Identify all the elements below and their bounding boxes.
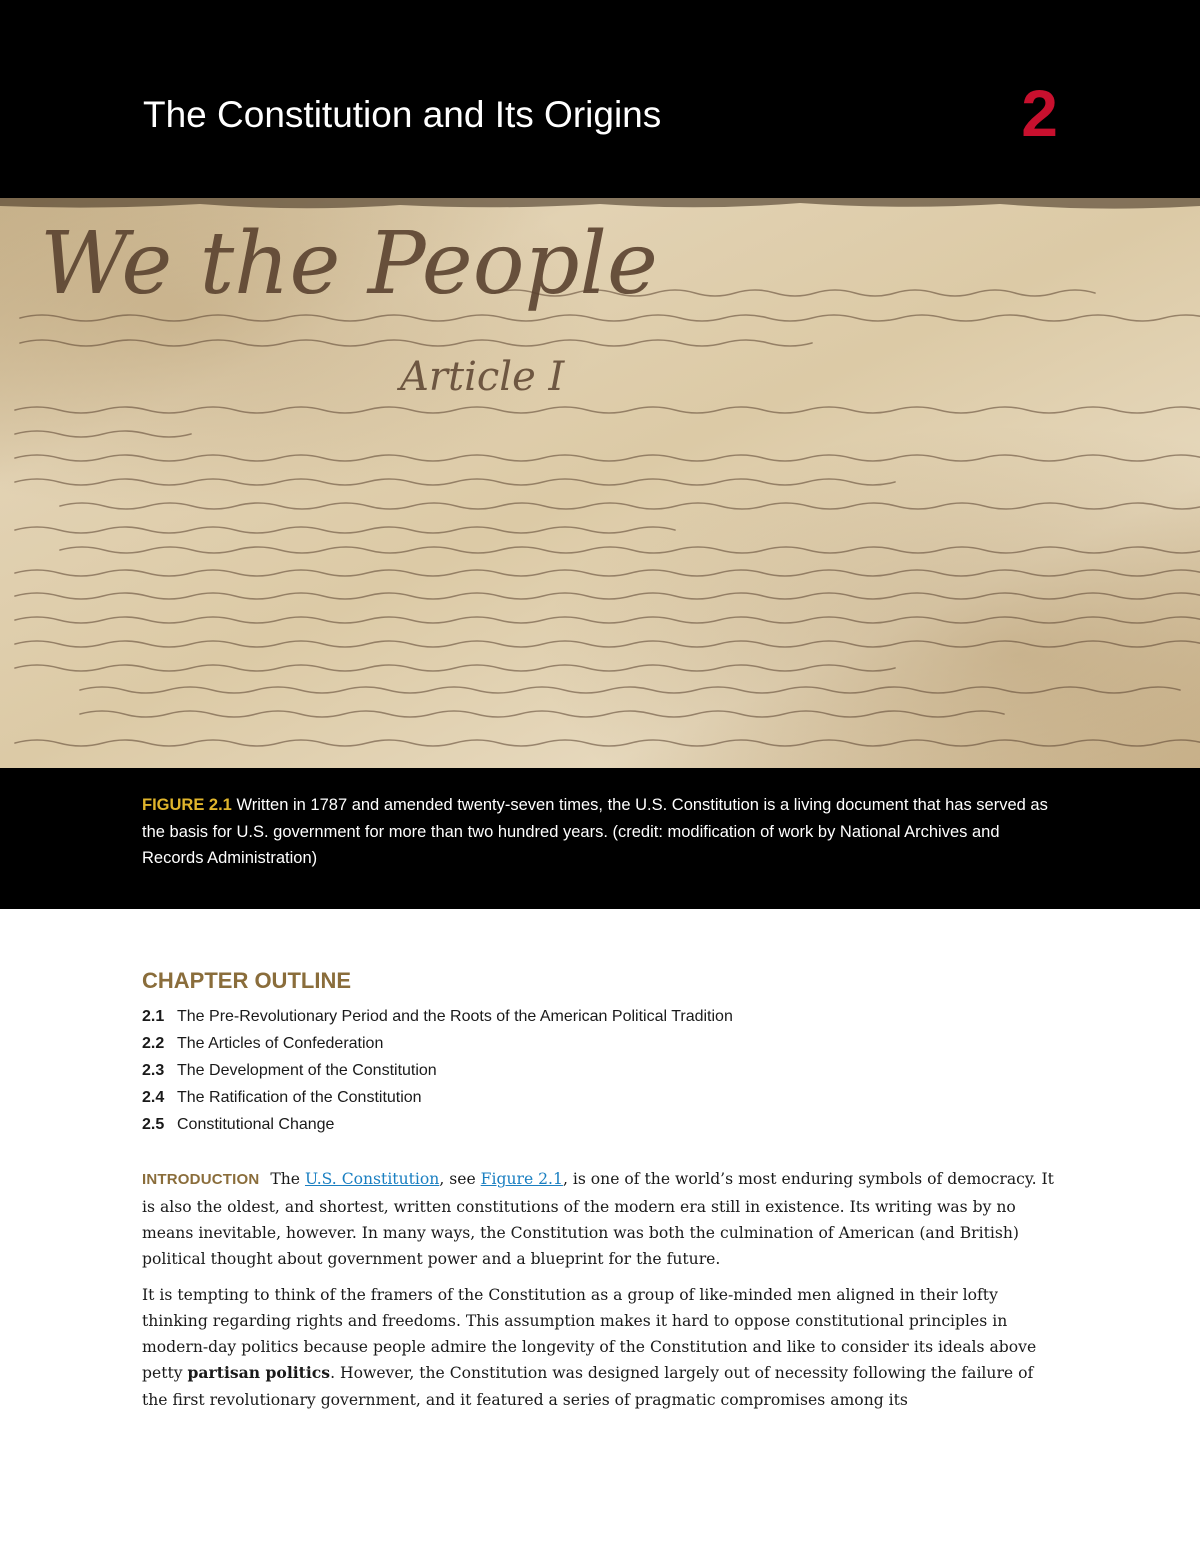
figure-caption <box>142 792 1062 872</box>
chapter-number: 2 <box>1021 76 1058 150</box>
outline-item-number: 2.4 <box>142 1088 165 1106</box>
figure-caption-text: Written in 1787 and amended twenty-seven times, the U.S. Constitution is a living document that has served as the basis for U.S. government for more than two hundred years. (credit: modification of work by National Archives and Records Administration) <box>142 796 1048 867</box>
chapter-title: The Constitution and Its Origins <box>143 94 662 135</box>
outline-item-title: The Development of the Constitution <box>177 1061 437 1079</box>
svg-text:Article I: Article I <box>400 354 565 400</box>
introduction-section <box>142 1166 1062 1413</box>
introduction-label: INTRODUCTION <box>142 1171 260 1189</box>
intro-text: The <box>265 1170 305 1189</box>
figure-caption-band <box>0 768 1200 909</box>
chapter-header <box>0 0 1200 198</box>
intro-paragraph-1 <box>142 1166 1062 1272</box>
outline-item-number: 2.5 <box>142 1115 165 1133</box>
figure-label: FIGURE 2.1 <box>142 796 232 814</box>
outline-item <box>142 1031 1062 1058</box>
intro-paragraph-2 <box>142 1282 1062 1413</box>
key-term-partisan-politics: partisan politics <box>187 1363 331 1383</box>
constitution-manuscript-image <box>0 198 1200 768</box>
outline-item-number: 2.3 <box>142 1061 165 1079</box>
intro-text: It is tempting to think of the framers of the Constitution as a group of like-minded men aligned in their lofty thinking regarding rights and freedoms. This assumption makes it hard to oppose constitutional principles in modern-day politics because people admire the longevity of the Constitution and like to consider its ideals above petty <box>142 1285 1037 1383</box>
outline-item-number: 2.2 <box>142 1035 165 1053</box>
chapter-outline-heading: CHAPTER OUTLINE <box>142 968 351 993</box>
main-content <box>142 968 1062 1422</box>
outline-item-title: The Ratification of the Constitution <box>177 1088 422 1106</box>
intro-text: . However, the Constitution was designed largely out of necessity following the failure of the first revolutionary government, and it featured a series of pragmatic compromises among its <box>142 1364 1034 1409</box>
outline-item <box>142 1004 1062 1031</box>
intro-text: , see <box>439 1170 481 1189</box>
outline-item <box>142 1085 1062 1112</box>
us-constitution-link[interactable]: U.S. Constitution <box>304 1170 440 1189</box>
outline-item <box>142 1058 1062 1085</box>
outline-item-number: 2.1 <box>142 1008 165 1026</box>
figure-2-1-link[interactable]: Figure 2.1 <box>480 1170 563 1189</box>
outline-item-title: The Pre-Revolutionary Period and the Roots of the American Political Tradition <box>177 1008 733 1026</box>
svg-text:We the People: We the People <box>40 214 658 314</box>
outline-item <box>142 1112 1062 1139</box>
intro-text: , is one of the world’s most enduring symbols of democracy. It is also the oldest, and shortest, written constitutions of the modern era still in existence. Its writing was by no means inevitable, however. In many ways, the Constitution was both the culmination of American (and British) political thought about government power and a blueprint for the future. <box>142 1170 1054 1269</box>
chapter-outline-list <box>142 1004 1062 1138</box>
outline-item-title: The Articles of Confederation <box>177 1035 384 1053</box>
outline-item-title: Constitutional Change <box>177 1115 335 1133</box>
